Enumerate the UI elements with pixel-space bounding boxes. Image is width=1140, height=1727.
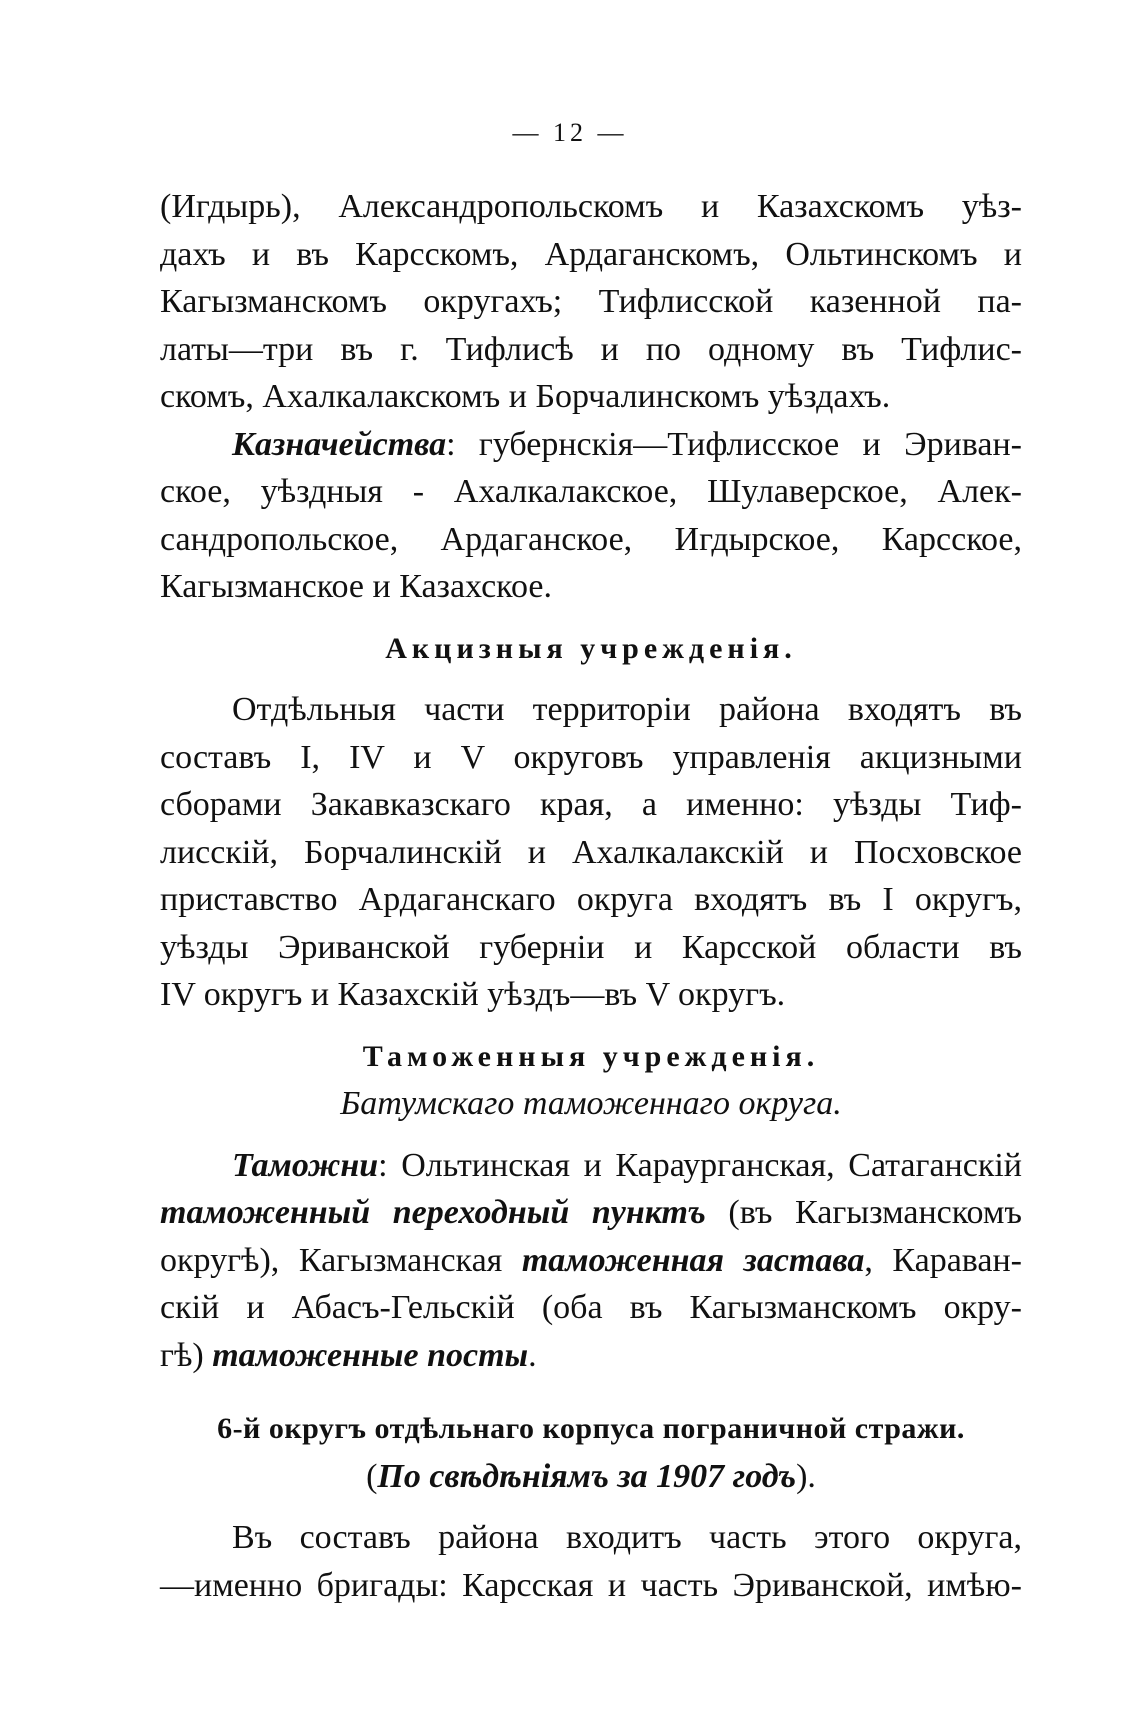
customs-line: скій и Абасъ-Гельскій (оба въ Кагызманскомъ окру- xyxy=(160,1289,1022,1326)
paren: ( xyxy=(366,1457,378,1495)
customs-italic-text: таможенный переходный пунктъ xyxy=(160,1194,706,1231)
text-line: —именно бригады: Карсская и часть Эриванской, имѣю- xyxy=(160,1566,1022,1604)
treasury-label: Казначейства xyxy=(232,425,447,463)
text-line: (Игдырь), Александропольскомъ и Казахскомъ уѣз- xyxy=(160,188,1022,225)
customs-text: : Ольтинская и Караурганская, Сатаганскій xyxy=(378,1146,1022,1184)
treasury-line xyxy=(160,421,1022,469)
section-heading-border-guard: 6-й округъ отдѣльнаго корпуса пограничной стражи. xyxy=(217,1412,965,1445)
text-line: составъ I, IV и V округовъ управленія акцизными xyxy=(160,738,1022,776)
text-line: IV округъ и Казахскій уѣздъ—въ V округъ. xyxy=(160,976,786,1013)
text-line: лисскій, Борчалинскій и Ахалкалакскій и Посховское xyxy=(160,833,1022,871)
text-line: латы—три въ г. Тифлисѣ и по одному въ Тифлис- xyxy=(160,330,1022,368)
customs-text: , Караван- xyxy=(864,1241,1022,1279)
paren: ). xyxy=(796,1457,816,1495)
text-line: Кагызманское и Казахское. xyxy=(160,568,552,605)
text-line: Отдѣльныя части территоріи района входятъ въ xyxy=(232,691,1022,728)
customs-text: гѣ) xyxy=(160,1336,213,1374)
text-line: дахъ и въ Карсскомъ, Ардаганскомъ, Ольтинскомъ и xyxy=(160,235,1022,273)
subheading-italic-text: По свѣдѣніямъ за 1907 годъ xyxy=(377,1457,797,1495)
customs-line xyxy=(160,1237,1022,1285)
section-subheading-customs: Батумскаго таможеннаго округа. xyxy=(340,1085,842,1122)
text-line: уѣзды Эриванской губерніи и Карсской области въ xyxy=(160,928,1022,966)
text-line: Въ составъ района входитъ часть этого округа, xyxy=(232,1519,1022,1556)
customs-line xyxy=(160,1142,1022,1190)
customs-italic-text: таможенные посты xyxy=(212,1336,529,1374)
text-line: Кагызманскомъ округахъ; Тифлисской казенной па- xyxy=(160,283,1022,320)
treasury-text: : губернскія—Тифлисское и Эриван- xyxy=(446,425,1022,463)
section-subheading-border-guard xyxy=(160,1453,1022,1501)
customs-italic-text: таможенная застава xyxy=(521,1241,865,1279)
customs-text: . xyxy=(528,1336,537,1374)
text-line: приставство Ардаганскаго округа входятъ въ I округъ, xyxy=(160,881,1022,918)
customs-text: (въ Кагызманскомъ xyxy=(705,1194,1022,1231)
section-heading-excise: Акцизныя учрежденія. xyxy=(385,631,797,665)
customs-line xyxy=(160,1189,1022,1237)
customs-text: округѣ), Кагызманская xyxy=(160,1241,522,1279)
text-line: сандропольское, Ардаганское, Игдырское, Карсское, xyxy=(160,520,1022,558)
text-line: скомъ, Ахалкалакскомъ и Борчалинскомъ уѣздахъ. xyxy=(160,378,891,415)
customs-line xyxy=(160,1332,1022,1380)
section-heading-customs: Таможенныя учрежденія. xyxy=(362,1039,820,1073)
text-line: сборами Закавказскаго края, а именно: уѣзды Тиф- xyxy=(160,786,1022,823)
customs-label: Таможни xyxy=(232,1146,379,1184)
page-body xyxy=(160,183,1022,1609)
text-line: ское, уѣздныя - Ахалкалакское, Шулаверское, Алек- xyxy=(160,473,1022,510)
page-number: — 12 — xyxy=(512,118,628,147)
